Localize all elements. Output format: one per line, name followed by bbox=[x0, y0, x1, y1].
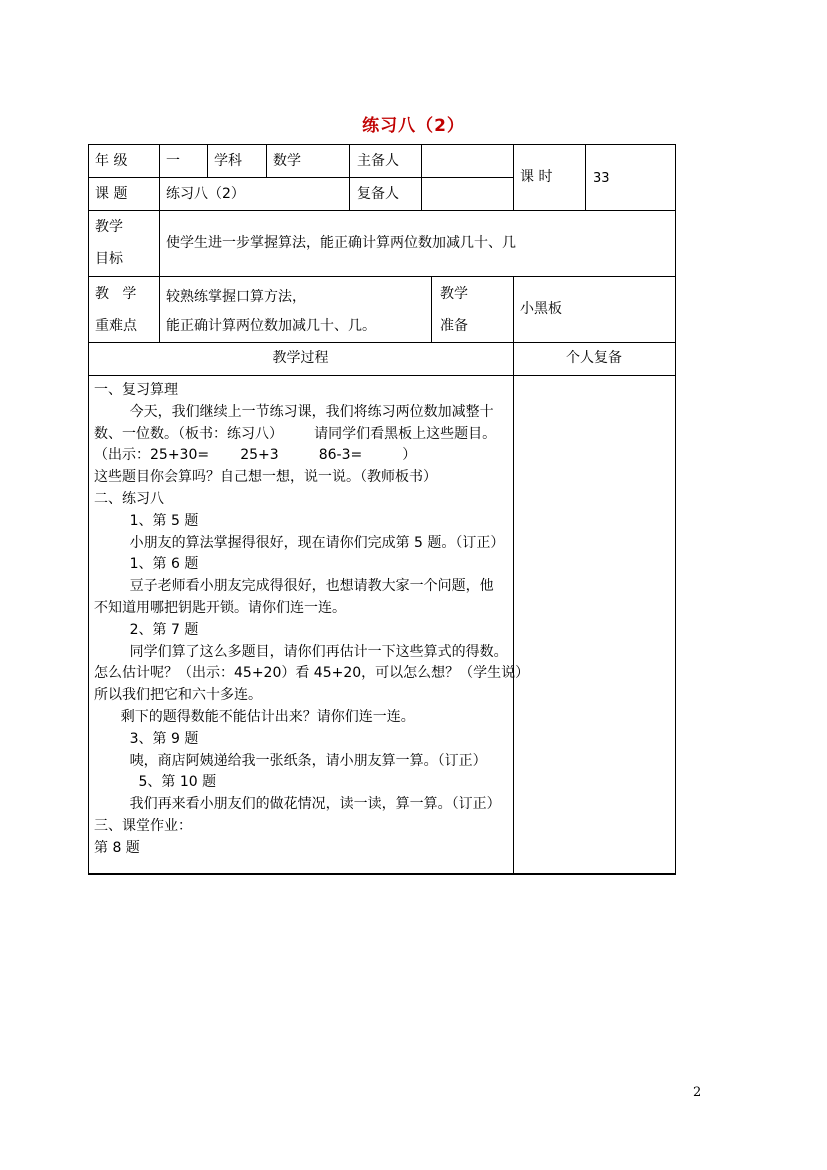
process-line: 今天，我们继续上一节练习课，我们将练习两位数加减整十 bbox=[94, 403, 494, 420]
process-line: 数、一位数。（板书：练习八） 请同学们看黑板上这些题目。 bbox=[94, 425, 497, 442]
row-line bbox=[88, 342, 676, 343]
process-line: 2、第 7 题 bbox=[94, 621, 199, 638]
col-line bbox=[159, 276, 160, 342]
process-line: 5、第 10 题 bbox=[94, 774, 217, 791]
goal-label-line1: 教学 bbox=[95, 219, 123, 235]
period-label: 课 时 bbox=[520, 169, 553, 185]
process-header: 教学过程 bbox=[272, 350, 329, 366]
table-border-bottom bbox=[88, 873, 676, 875]
process-line: 小朋友的算法掌握得很好，现在请你们完成第 5 题。（订正） bbox=[94, 534, 505, 551]
goal-value: 使学生进一步掌握算法，能正确计算两位数加减几十、几 bbox=[166, 235, 516, 251]
grade-label: 年 级 bbox=[95, 153, 128, 169]
process-line: 第 8 题 bbox=[94, 839, 140, 856]
personal-prep-header: 个人复备 bbox=[566, 350, 622, 366]
table-border-right bbox=[675, 144, 676, 875]
subject-value: 数学 bbox=[273, 153, 301, 169]
page-number: 2 bbox=[693, 1085, 702, 1100]
process-line: 这些题目你会算吗？自己想一想，说一说。（教师板书） bbox=[94, 469, 437, 486]
prep-label-line1: 教学 bbox=[440, 286, 468, 302]
col-line bbox=[431, 276, 432, 342]
row-line bbox=[88, 210, 676, 211]
col-line bbox=[207, 144, 208, 177]
process-line: 不知道用哪把钥匙开锁。请你们连一连。 bbox=[94, 600, 346, 616]
process-line: 1、第 5 题 bbox=[94, 512, 199, 529]
period-value: 33 bbox=[593, 171, 610, 186]
process-line: 一、复习算理 bbox=[94, 382, 178, 398]
col-line bbox=[585, 144, 586, 210]
table-border-top bbox=[88, 144, 676, 145]
process-line: 所以我们把它和六十多连。 bbox=[94, 687, 262, 704]
process-line: 怎么估计呢？（出示：45+20）看 45+20，可以怎么想？（学生说） bbox=[94, 665, 530, 682]
col-line bbox=[349, 144, 350, 210]
process-line: 3、第 9 题 bbox=[94, 730, 199, 747]
col-line bbox=[513, 276, 514, 342]
col-line bbox=[421, 144, 422, 210]
page-title: 练习八（2） bbox=[362, 116, 465, 136]
subject-label: 学科 bbox=[214, 153, 242, 169]
process-line: 咦，商店阿姨递给我一张纸条，请小朋友算一算。（订正） bbox=[94, 752, 487, 769]
grade-value: 一 bbox=[166, 153, 180, 169]
col-line bbox=[266, 144, 267, 177]
table-border-left bbox=[88, 144, 89, 875]
process-line: （出示：25+30= 25+3 86-3= ） bbox=[94, 447, 417, 464]
prep-label-line2: 准备 bbox=[440, 318, 468, 334]
col-line bbox=[513, 144, 514, 210]
process-line: 同学们算了这么多题目，请你们再估计一下这些算式的得数。 bbox=[94, 643, 508, 660]
re-preparer-label: 复备人 bbox=[357, 186, 399, 202]
difficulty-label-line1: 教 学 bbox=[95, 286, 137, 302]
process-line: 我们再来看小朋友们的做花情况，读一读，算一算。（订正） bbox=[94, 796, 501, 813]
difficulty-label-line2: 重难点 bbox=[95, 318, 137, 334]
row-line bbox=[88, 276, 676, 277]
goal-label-line2: 目标 bbox=[95, 251, 123, 267]
process-line: 剩下的题得数能不能估计出来？请你们连一连。 bbox=[94, 709, 415, 725]
row-line bbox=[88, 375, 676, 376]
row-line bbox=[88, 177, 513, 178]
col-line bbox=[159, 210, 160, 276]
topic-label: 课 题 bbox=[95, 186, 128, 202]
process-line: 1、第 6 题 bbox=[94, 556, 199, 573]
difficulty-value-line2: 能正确计算两位数加减几十、几。 bbox=[166, 318, 376, 334]
prep-value: 小黑板 bbox=[520, 301, 562, 317]
main-preparer-label: 主备人 bbox=[357, 153, 399, 169]
col-line bbox=[159, 144, 160, 210]
process-line: 二、练习八 bbox=[94, 491, 164, 507]
difficulty-value-line1: 较熟练掌握口算方法， bbox=[166, 289, 306, 305]
process-line: 三、课堂作业： bbox=[94, 818, 192, 834]
topic-value: 练习八（2） bbox=[166, 186, 245, 202]
col-line bbox=[513, 342, 514, 874]
process-line: 豆子老师看小朋友完成得很好，也想请教大家一个问题，他 bbox=[94, 578, 494, 595]
